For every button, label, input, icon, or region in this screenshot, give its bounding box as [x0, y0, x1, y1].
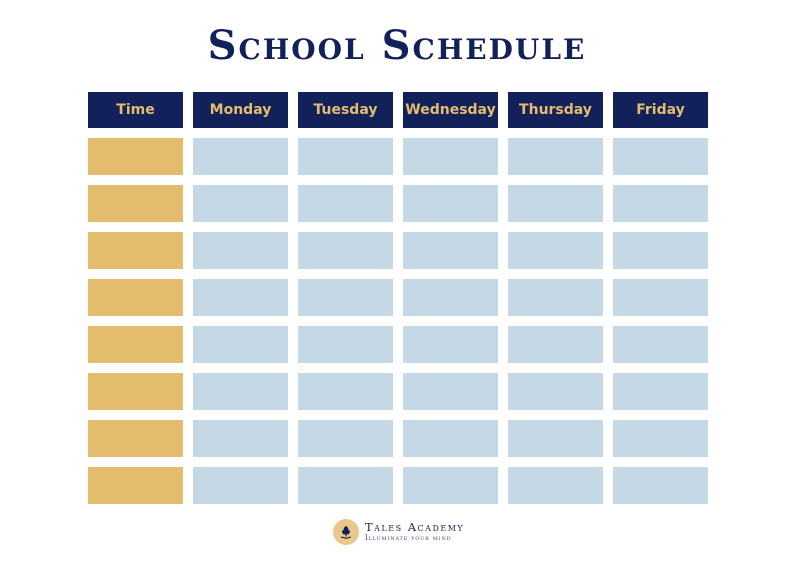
- schedule-cell-tuesday[interactable]: [298, 373, 393, 410]
- tree-book-icon: [333, 519, 359, 545]
- brand-footer: [333, 519, 464, 545]
- schedule-cell-tuesday[interactable]: [298, 420, 393, 457]
- column-header-monday: Monday: [193, 92, 288, 128]
- time-slot-cell[interactable]: [88, 232, 183, 269]
- schedule-cell-thursday[interactable]: [508, 185, 603, 222]
- schedule-cell-friday[interactable]: [613, 373, 708, 410]
- schedule-cell-wednesday[interactable]: [403, 373, 498, 410]
- schedule-cell-wednesday[interactable]: [403, 279, 498, 316]
- schedule-cell-tuesday[interactable]: [298, 467, 393, 504]
- column-header-thursday: Thursday: [508, 92, 603, 128]
- column-header-time: Time: [88, 92, 183, 128]
- schedule-cell-monday[interactable]: [193, 279, 288, 316]
- schedule-cell-wednesday[interactable]: [403, 326, 498, 363]
- schedule-cell-tuesday[interactable]: [298, 232, 393, 269]
- schedule-cell-friday[interactable]: [613, 420, 708, 457]
- schedule-cell-friday[interactable]: [613, 326, 708, 363]
- schedule-cell-monday[interactable]: [193, 326, 288, 363]
- time-slot-cell[interactable]: [88, 373, 183, 410]
- schedule-cell-wednesday[interactable]: [403, 138, 498, 175]
- time-slot-cell[interactable]: [88, 279, 183, 316]
- brand-name: Tales Academy: [365, 520, 465, 534]
- schedule-cell-monday[interactable]: [193, 467, 288, 504]
- time-slot-cell[interactable]: [88, 326, 183, 363]
- schedule-cell-thursday[interactable]: [508, 467, 603, 504]
- schedule-cell-friday[interactable]: [613, 467, 708, 504]
- schedule-cell-thursday[interactable]: [508, 420, 603, 457]
- schedule-cell-thursday[interactable]: [508, 279, 603, 316]
- schedule-cell-wednesday[interactable]: [403, 467, 498, 504]
- schedule-cell-friday[interactable]: [613, 138, 708, 175]
- schedule-table: [88, 92, 708, 504]
- brand-tagline: Illuminate your mind: [365, 534, 452, 542]
- schedule-cell-friday[interactable]: [613, 279, 708, 316]
- schedule-cell-tuesday[interactable]: [298, 279, 393, 316]
- column-header-tuesday: Tuesday: [298, 92, 393, 128]
- schedule-cell-monday[interactable]: [193, 185, 288, 222]
- schedule-cell-wednesday[interactable]: [403, 232, 498, 269]
- schedule-cell-thursday[interactable]: [508, 326, 603, 363]
- time-slot-cell[interactable]: [88, 185, 183, 222]
- time-slot-cell[interactable]: [88, 138, 183, 175]
- schedule-cell-thursday[interactable]: [508, 138, 603, 175]
- page-title: School Schedule: [207, 22, 587, 69]
- schedule-cell-wednesday[interactable]: [403, 185, 498, 222]
- schedule-cell-friday[interactable]: [613, 232, 708, 269]
- time-slot-cell[interactable]: [88, 467, 183, 504]
- column-header-wednesday: Wednesday: [403, 92, 498, 128]
- schedule-cell-monday[interactable]: [193, 373, 288, 410]
- schedule-cell-tuesday[interactable]: [298, 326, 393, 363]
- schedule-cell-wednesday[interactable]: [403, 420, 498, 457]
- schedule-cell-thursday[interactable]: [508, 373, 603, 410]
- schedule-cell-monday[interactable]: [193, 420, 288, 457]
- schedule-cell-tuesday[interactable]: [298, 138, 393, 175]
- schedule-cell-friday[interactable]: [613, 185, 708, 222]
- schedule-cell-tuesday[interactable]: [298, 185, 393, 222]
- column-header-friday: Friday: [613, 92, 708, 128]
- schedule-cell-monday[interactable]: [193, 232, 288, 269]
- schedule-cell-thursday[interactable]: [508, 232, 603, 269]
- time-slot-cell[interactable]: [88, 420, 183, 457]
- schedule-cell-monday[interactable]: [193, 138, 288, 175]
